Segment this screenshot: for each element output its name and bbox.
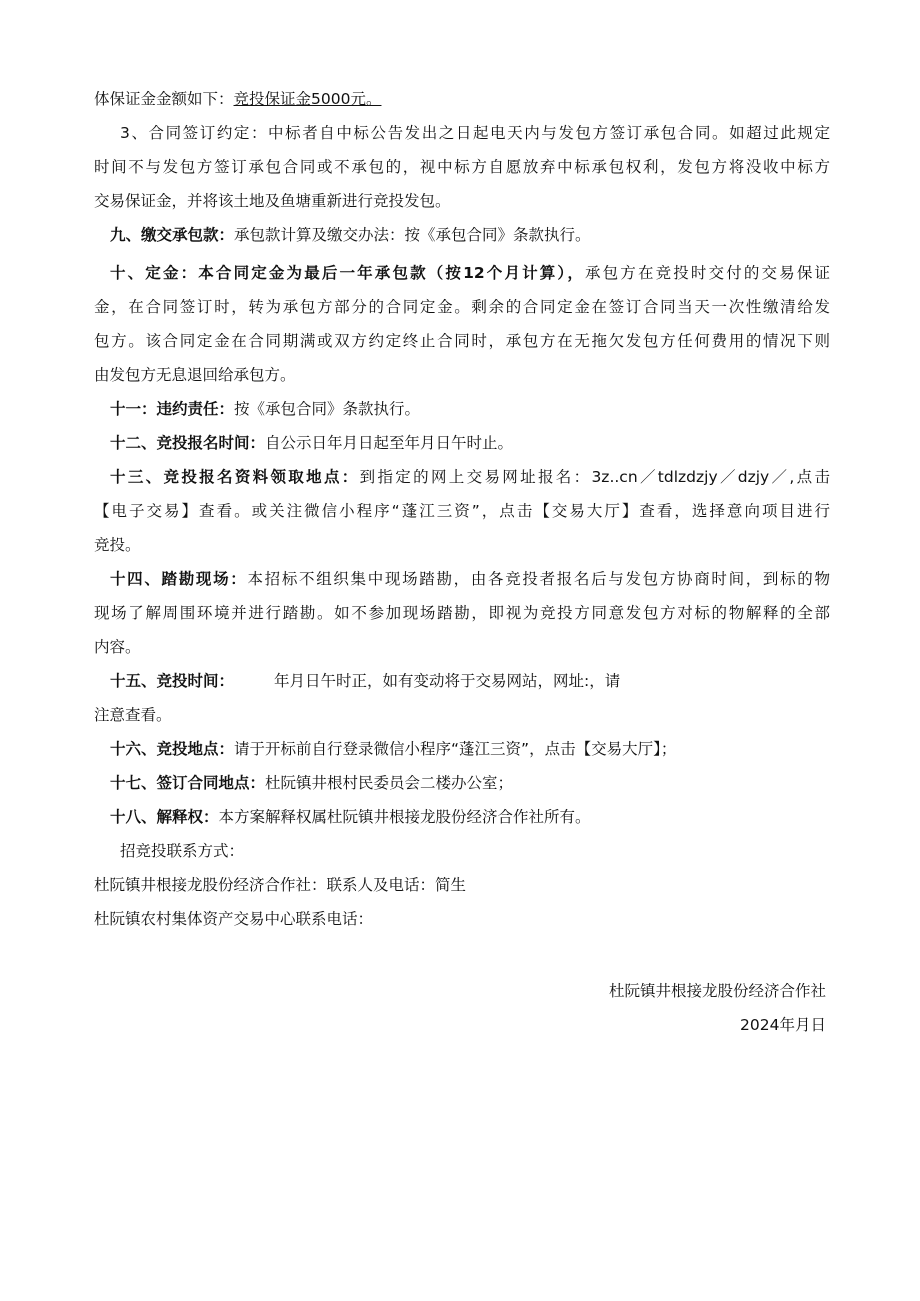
- section-12-text: 自公示日年月日起至年月日午时止。: [265, 434, 514, 452]
- contract-signing-line-3: 交易保证金，并将该土地及鱼塘重新进行竞投发包。: [94, 192, 451, 210]
- section-15-text: 年月日午时正，如有变动将于交易网站，网址:，请: [274, 672, 621, 690]
- section-14-line-1: [110, 562, 830, 596]
- section-15-cont: 注意查看。: [94, 706, 172, 724]
- contract-signing-line-1: 3、合同签订约定：中标者自中标公告发出之日起电天内与发包方签订承包合同。如超过此规定: [120, 124, 830, 142]
- section-18-label: 十八、解释权：: [110, 808, 219, 826]
- section-17: [110, 766, 830, 800]
- section-10-line-3: 包方。该合同定金在合同期满或双方约定终止合同时，承包方在无拖欠发包方任何费用的情况下则: [94, 332, 830, 350]
- section-12: [110, 426, 830, 460]
- section-16-label: 十六、竞投地点：: [110, 740, 235, 758]
- contract-signing-line-2: 时间不与发包方签订承包合同或不承包的，视中标方自愿放弃中标承包权利，发包方将没收中标方: [94, 158, 830, 176]
- section-16: [110, 732, 830, 766]
- section-16-text: 请于开标前自行登录微信小程序“蓬江三资”，点击【交易大厅】；: [234, 740, 677, 758]
- section-10-line-2: 金，在合同签订时，转为承包方部分的合同定金。剩余的合同定金在签订合同当天一次性缴清给发: [94, 298, 830, 316]
- section-9-text: 承包款计算及缴交办法：按《承包合同》条款执行。: [234, 226, 591, 244]
- section-11-text: 按《承包合同》条款执行。: [234, 400, 421, 418]
- section-14-line-3: 内容。: [94, 638, 141, 656]
- section-18-text: 本方案解释权属杜阮镇井根接龙股份经济合作社所有。: [218, 808, 591, 826]
- section-15: [110, 664, 830, 698]
- section-14-first: 本招标不组织集中现场踏勘，由各竞投者报名后与发包方协商时间，到标的物: [247, 570, 830, 588]
- section-10-label: 十、定金：本合同定金为最后一年承包款（按12个月计算），: [110, 264, 585, 282]
- section-13-label: 十三、竞投报名资料领取地点：: [110, 468, 360, 486]
- deposit-amount: 竞投保证金5000元。: [233, 90, 382, 108]
- section-10-first: 承包方在竞投时交付的交易保证: [584, 264, 830, 282]
- section-10-line-1: [110, 256, 830, 290]
- signature-org: 杜阮镇井根接龙股份经济合作社: [608, 982, 826, 1000]
- section-9-label: 九、缴交承包款：: [110, 226, 235, 244]
- section-11-label: 十一：违约责任：: [110, 400, 235, 418]
- section-12-label: 十二、竞投报名时间：: [110, 434, 266, 452]
- section-14-label: 十四、踏勘现场：: [110, 570, 248, 588]
- section-18: [110, 800, 830, 834]
- section-10-line-4: 由发包方无息退回给承包方。: [94, 366, 296, 384]
- contact-heading: 招竞投联系方式：: [120, 842, 245, 860]
- contact-line-1: 杜阮镇井根接龙股份经济合作社：联系人及电话：简生: [94, 876, 467, 894]
- deposit-prefix: 体保证金金额如下：: [94, 90, 234, 108]
- section-13-line-1: [110, 460, 830, 494]
- section-13-first: 到指定的网上交易网址报名：3z..cn／tdlzdzjy／dzjy／,点击: [359, 468, 830, 486]
- section-15-label: 十五、竞投时间：: [110, 672, 235, 690]
- signature-date: 2024年月日: [740, 1016, 826, 1034]
- deposit-amount-line: [94, 82, 830, 116]
- contact-line-2: 杜阮镇农村集体资产交易中心联系电话：: [94, 910, 374, 928]
- section-9: [110, 218, 830, 252]
- section-11: [110, 392, 830, 426]
- section-17-label: 十七、签订合同地点：: [110, 774, 266, 792]
- section-14-line-2: 现场了解周围环境并进行踏勘。如不参加现场踏勘，即视为竞投方同意发包方对标的物解释的全部: [94, 604, 830, 622]
- section-13-line-2: 【电子交易】查看。或关注微信小程序“蓬江三资”，点击【交易大厅】查看，选择意向项目进行: [94, 502, 830, 520]
- section-17-text: 杜阮镇井根村民委员会二楼办公室；: [265, 774, 514, 792]
- section-13-line-3: 竞投。: [94, 536, 141, 554]
